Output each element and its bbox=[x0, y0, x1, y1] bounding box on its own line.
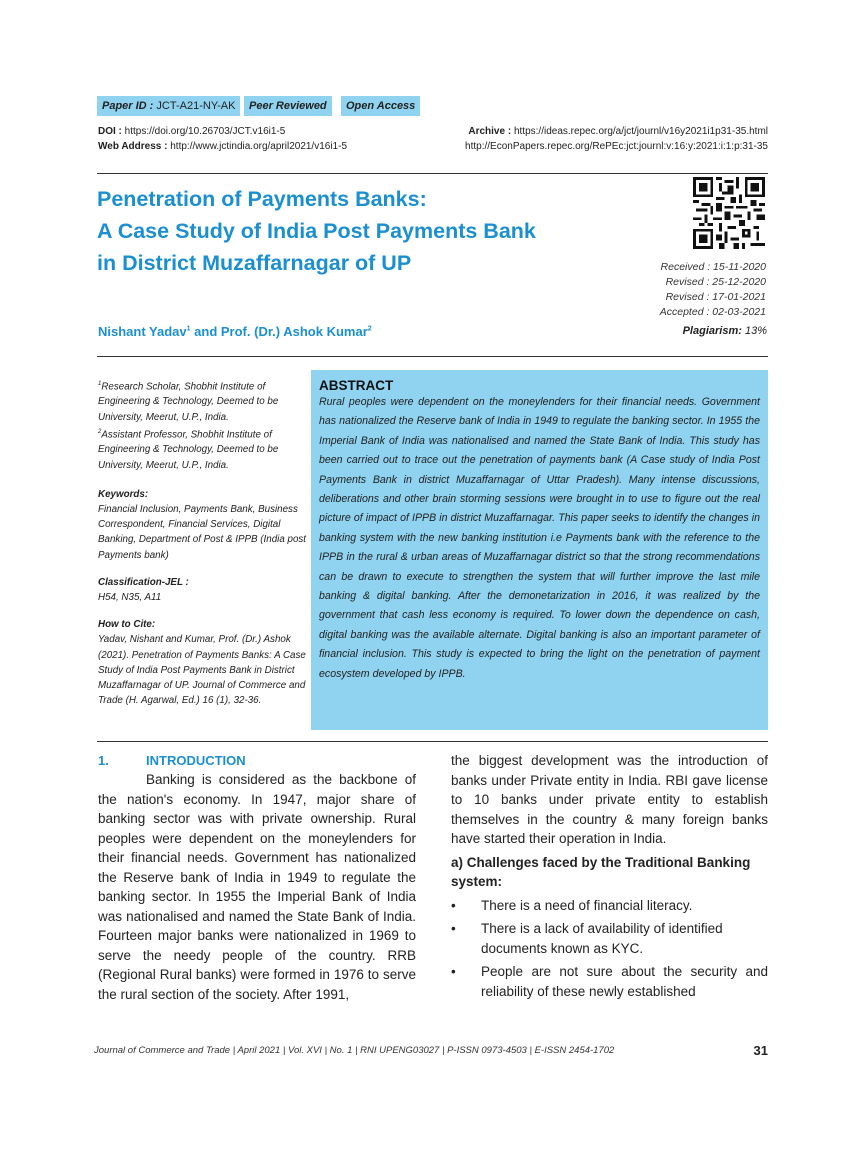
archive-block bbox=[465, 124, 768, 154]
cite-label: How to Cite: bbox=[98, 619, 156, 631]
list-item-text: There is a need of financial literacy. bbox=[481, 897, 693, 913]
web-label: Web Address : bbox=[98, 141, 168, 152]
web-link[interactable]: http://www.jctindia.org/april2021/v16i1-5 bbox=[170, 141, 348, 152]
qr-code-icon bbox=[692, 177, 766, 249]
jel-label: Classification-JEL : bbox=[98, 576, 189, 588]
list-item bbox=[451, 896, 768, 916]
jel-text: H54, N35, A11 bbox=[98, 591, 162, 603]
bullet-icon: • bbox=[451, 964, 456, 979]
intro-para-1-text: Banking is considered as the backbone of the nation's economy. In 1947, major share of banking sector was with private ownership. Rural peoples were dependent on the moneylenders for their financial needs. Government has nationalized the Reserve bank of India in 1949 to regulate the banking sector. In 1955 the Imperial Bank of India was nationalised and named the State Bank of India. Fourteen major banks were nationalized in 1969 to serve the needy people of the country. RRB (Regional Rural banks) were formed in 1976 to serve the rural section of the society. After 1991, bbox=[98, 772, 416, 1002]
title-line-3: in District Muzaffarnagar of UP bbox=[97, 251, 412, 275]
doi-block bbox=[98, 124, 347, 154]
page-number: 31 bbox=[753, 1043, 768, 1058]
challenges-subheading: a) Challenges faced by the Traditional Banking system: bbox=[451, 854, 751, 889]
aff1-text: Research Scholar, Shobhit Institute of Engineering & Technology, Deemed to be University, Meerut, U.P., India. bbox=[98, 381, 279, 423]
received-date: Received : 15-11-2020 bbox=[660, 261, 766, 273]
open-access-tag bbox=[341, 96, 420, 116]
sidebar bbox=[98, 377, 308, 708]
revised-date-1: Revised : 25-12-2020 bbox=[665, 276, 766, 288]
intro-title: INTRODUCTION bbox=[146, 753, 246, 768]
accepted-date: Accepted : 02-03-2021 bbox=[659, 306, 766, 318]
peer-reviewed-tag bbox=[244, 96, 332, 116]
authors bbox=[98, 324, 372, 339]
list-item-text: People are not sure about the security and reliability of these newly established bbox=[481, 964, 768, 999]
intro-para-1 bbox=[98, 770, 416, 1004]
revised-date-2: Revised : 17-01-2021 bbox=[665, 291, 766, 303]
keywords-label: Keywords: bbox=[98, 488, 149, 500]
right-column bbox=[451, 751, 768, 1001]
econpapers-link[interactable]: http://EconPapers.repec.org/RePEc:jct:journl:v:16:y:2021:i:1:p:31-35 bbox=[465, 141, 768, 152]
aff2-sup: 2 bbox=[98, 428, 102, 435]
abstract-heading: ABSTRACT bbox=[319, 378, 394, 393]
archive-label: Archive : bbox=[468, 126, 512, 137]
author-1: Nishant Yadav bbox=[98, 324, 187, 339]
plagiarism-value: 13% bbox=[744, 325, 767, 337]
abstract-divider bbox=[97, 741, 768, 742]
aff1-sup: 1 bbox=[98, 381, 102, 387]
list-item bbox=[451, 919, 768, 958]
intro-para-2-text: the biggest development was the introduction of banks under Private entity in India. RBI gave license to 10 banks under private entity to establish themselves in the country & many foreign banks have started their operation in India. bbox=[451, 753, 768, 846]
authors-divider bbox=[97, 356, 768, 357]
list-item bbox=[451, 962, 768, 1001]
intro-para-2 bbox=[451, 751, 768, 849]
abstract-box bbox=[311, 370, 768, 730]
keywords-text: Financial Inclusion, Payments Bank, Business Correspondent, Financial Services, Digital Banking, Department of Post & IPPB (India post Payments bank) bbox=[98, 503, 307, 561]
plagiarism-block bbox=[683, 325, 767, 337]
authors-and: and bbox=[190, 324, 221, 339]
cite-text: Yadav, Nishant and Kumar, Prof. (Dr.) Ashok (2021). Penetration of Payments Banks: A Case Study of India Post Payments Bank in District Muzaffarnagar of UP. Journal of Commerce and Trade (H. Agarwal, Ed.) 16 (1), 32-36. bbox=[98, 634, 306, 707]
left-column bbox=[98, 753, 416, 1004]
intro-heading bbox=[98, 753, 416, 768]
author-2: Prof. (Dr.) Ashok Kumar bbox=[220, 324, 368, 339]
plagiarism-label: Plagiarism: bbox=[682, 325, 742, 337]
bullet-icon: • bbox=[451, 897, 456, 913]
author-2-sup: 2 bbox=[367, 325, 372, 333]
title-line-2: A Case Study of India Post Payments Bank bbox=[97, 219, 536, 243]
paper-id-value: JCT-A21-NY-AK bbox=[156, 100, 236, 112]
open-access-label: Open Access bbox=[346, 100, 416, 112]
paper-title bbox=[97, 183, 617, 279]
archive-link[interactable]: https://ideas.repec.org/a/jct/journl/v16y2021i1p31-35.html bbox=[513, 126, 768, 137]
title-line-1: Penetration of Payments Banks: bbox=[97, 187, 427, 211]
doi-link[interactable]: https://doi.org/10.26703/JCT.v16i1-5 bbox=[124, 126, 286, 137]
bullet-icon: • bbox=[451, 921, 456, 936]
paper-id-tag bbox=[97, 96, 240, 116]
dates-block bbox=[660, 260, 766, 320]
intro-number: 1. bbox=[98, 753, 109, 768]
affiliation-2 bbox=[98, 425, 308, 473]
challenges-list bbox=[451, 896, 768, 1002]
abstract-text: Rural peoples were dependent on the moneylenders for their financial needs. Government has nationalized the Reserve bank of India in 1949 to regulate the banking sector. In 1955 the Imperial Bank of India was nationalised and named the State Bank of India. This study has been carried out to trace out the penetration of payments bank (A Case study of India Post Payments Bank in district Muzaffarnagar of Uttar Pradesh). Many intense discussions, deliberations and other brain storming sessions were brought in to use to figure out the real picture of impact of IPPB in district Muzaffarnagar. This paper seeks to identify the changes in banking system with the new banking institution i.e Payments bank with the reference to the IPPB in the rural & urban areas of Muzaffarnagar district so that the strong recommendations can be drawn to execute to strengthen the system that will further improve the last mile banking & digital banking. After the demonetarization in 2016, it was realized by the government that cash less economy is required. To lower down the dependence on cash, digital banking was the available alternate. Digital banking is also an important parameter of financial inclusion. This study is expected to bring the light on the penetration of payment ecosystem developed by IPPB. bbox=[319, 396, 760, 680]
author-1-sup: 1 bbox=[186, 325, 191, 333]
list-item-text: There is a lack of availability of identified documents known as KYC. bbox=[481, 921, 723, 956]
doi-label: DOI : bbox=[98, 126, 122, 137]
journal-footer: Journal of Commerce and Trade | April 2021 | Vol. XVI | No. 1 | RNI UPENG03027 | P-ISSN 0973-4503 | E-ISSN 2454-1702 bbox=[94, 1045, 615, 1056]
paper-id-label: Paper ID : bbox=[102, 100, 154, 112]
affiliation-1 bbox=[98, 377, 308, 425]
header-divider bbox=[97, 173, 768, 174]
peer-reviewed-label: Peer Reviewed bbox=[249, 100, 327, 112]
aff2-text: Assistant Professor, Shobhit Institute of Engineering & Technology, Deemed to be University, Meerut, U.P., India. bbox=[98, 429, 279, 471]
